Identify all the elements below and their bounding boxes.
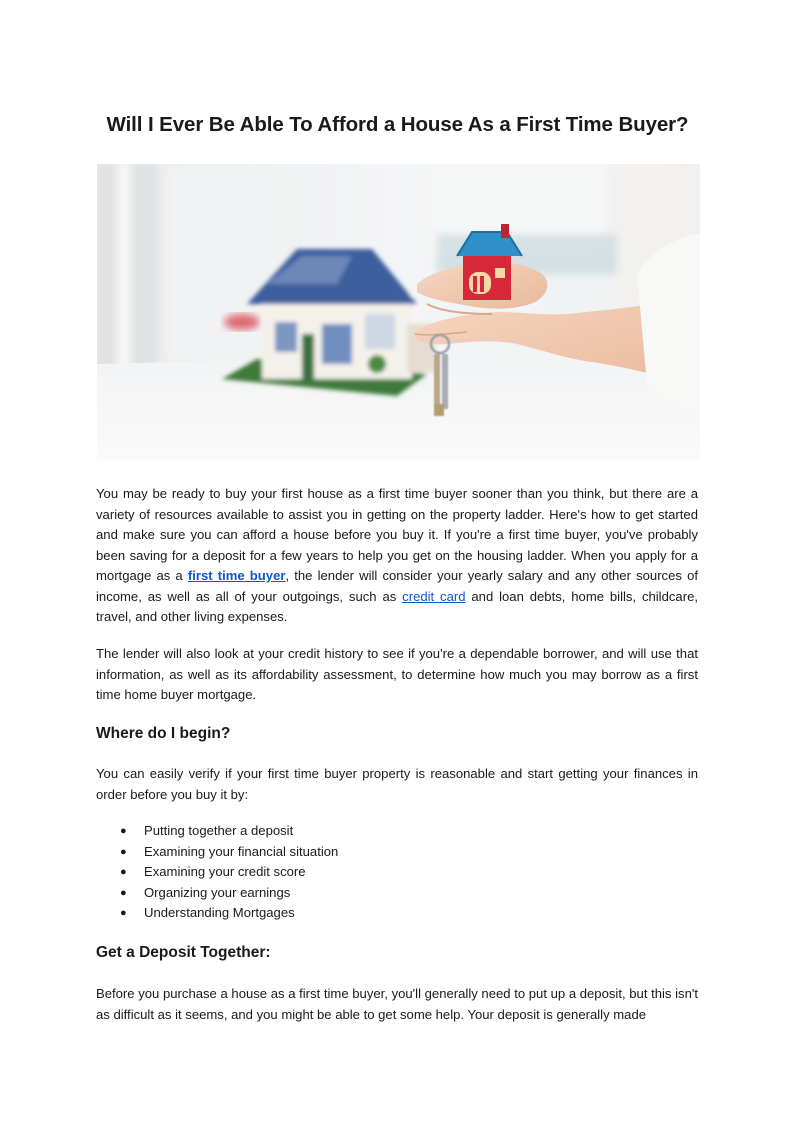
verify-paragraph: You can easily verify if your first time buyer property is reasonable and start getting your finances in order before you buy it by: [96, 766, 698, 802]
bullet-icon: ● [120, 907, 127, 919]
list-item-text: Examining your credit score [144, 864, 306, 879]
heading-where-do-i-begin: Where do I begin? [96, 725, 231, 742]
list-item [96, 903, 698, 924]
intro-paragraph [96, 484, 698, 628]
list-item [96, 842, 698, 863]
intro-text-2: , the lender will consider your yearly salary and any other sources of income, as well as all of your outgoings, such as [96, 568, 698, 604]
deposit-paragraph: Before you purchase a house as a first time buyer, you'll generally need to put up a deposit, but this isn't as difficult as it seems, and you might be able to get some help. Your deposit is generally made [96, 986, 698, 1022]
hero-image [97, 164, 700, 461]
credit-history-paragraph: The lender will also look at your credit history to see if you're a dependable borrower, and will use that information, as well as its affordability assessment, to determine how much you may borrow as a first time home buyer mortgage. [96, 646, 698, 702]
house-keys-photo-icon [97, 164, 700, 461]
first-time-buyer-link[interactable]: first time buyer [187, 568, 286, 583]
page-title: Will I Ever Be Able To Afford a House As a First Time Buyer? [106, 113, 689, 136]
intro-text-1: You may be ready to buy your first house as a first time buyer sooner than you think, but there are a variety of resources available to assist you in getting on the property ladder. Here's how to get started and make sure you can afford a house before you buy it. If you're a first time buyer, you've probably been saving for a deposit for a few years to help you get on the housing ladder. When you apply for a mortgage as a [96, 486, 698, 583]
list-item-text: Examining your financial situation [144, 843, 339, 859]
list-item [96, 883, 698, 904]
bullet-icon: ● [120, 886, 127, 899]
steps-list [96, 821, 698, 924]
bullet-icon: ● [120, 825, 127, 837]
list-item [96, 821, 698, 842]
credit-card-link[interactable]: credit card [402, 588, 466, 604]
bullet-icon: ● [120, 866, 127, 878]
intro-text-3: and loan debts, home bills, childcare, travel, and other living expenses. [96, 588, 698, 624]
list-item [96, 862, 698, 883]
heading-get-a-deposit: Get a Deposit Together: [96, 944, 271, 961]
list-item-text: Putting together a deposit [144, 823, 294, 838]
list-item-text: Understanding Mortgages [144, 905, 295, 920]
list-item-text: Organizing your earnings [144, 884, 291, 900]
bullet-icon: ● [120, 845, 127, 858]
